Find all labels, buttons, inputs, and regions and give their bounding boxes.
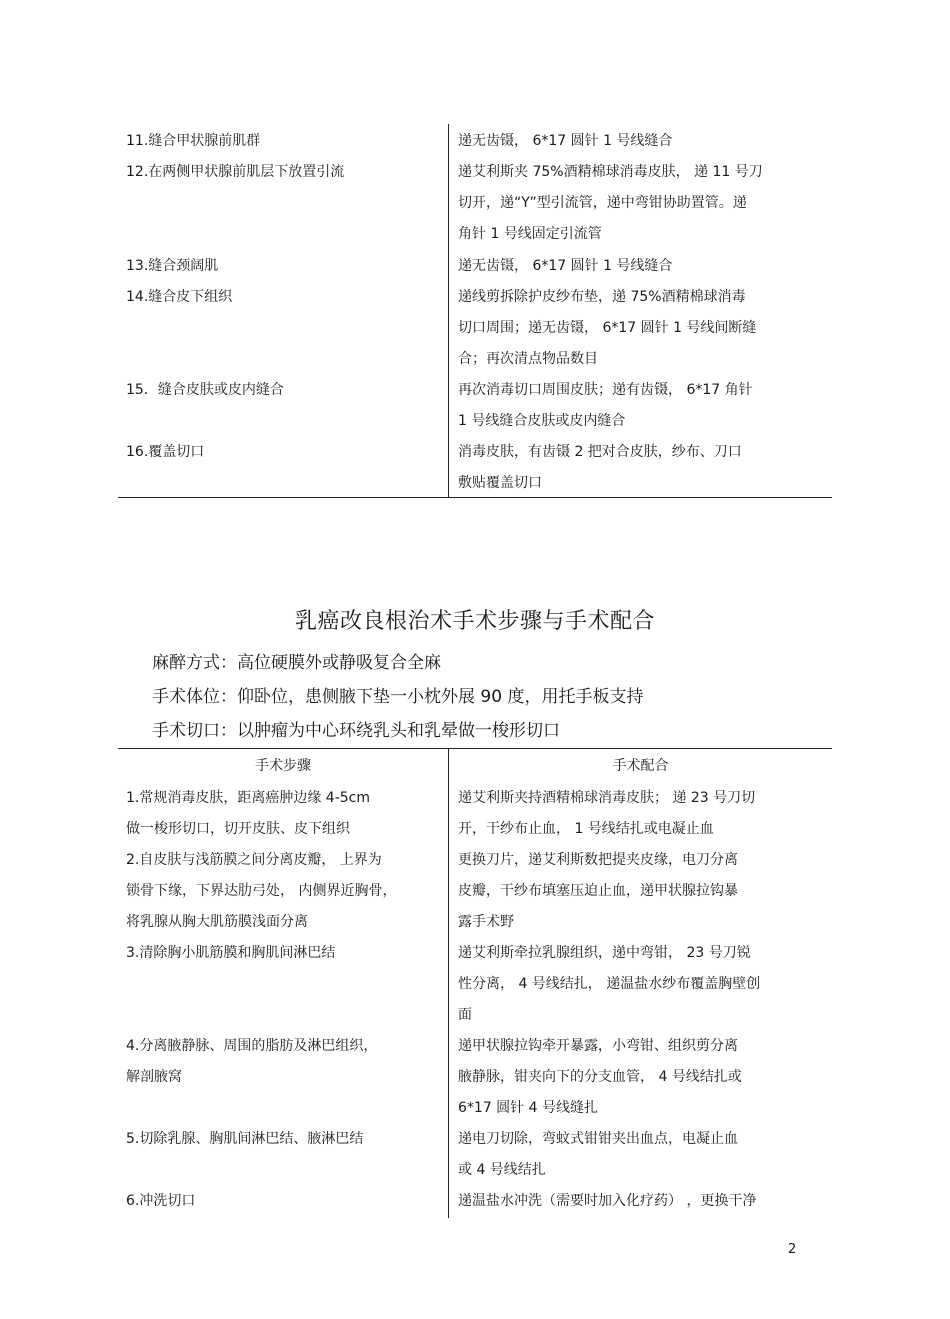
table-top-rule (118, 748, 832, 749)
action-cell: 消毒皮肤，有齿镊 2 把对合皮肤，纱布、刀口 敷贴覆盖切口 (458, 444, 742, 491)
action-cell: 递艾利斯夹持酒精棉球消毒皮肤； 递 23 号刀切 开，干纱布止血， 1 号线结扎或电凝止血 (458, 790, 756, 837)
step-cell: 1.常规消毒皮肤，距离癌肿边缘 4-5cm 做一梭形切口，切开皮肤、皮下组织 (126, 790, 371, 837)
action-cell: 递甲状腺拉钩牵开暴露，小弯钳、组织剪分离 腋静脉，钳夹向下的分支血管， 4 号线结扎或 6*17 圆针 4 号线缝扎 (458, 1038, 742, 1116)
step-cell: 2.自皮肤与浅筋膜之间分离皮瓣， 上界为 锁骨下缘，下界达肋弓处， 内侧界近胸骨， 将乳腺从胸大肌筋膜浅面分离 (126, 852, 397, 930)
page-number: 2 (788, 1242, 797, 1257)
step-cell: 6.冲洗切口 (126, 1193, 196, 1209)
incision-line: 手术切口：以肿瘤为中心环绕乳头和乳晕做一梭形切口 (152, 721, 560, 741)
step-cell: 3.清除胸小肌筋膜和胸肌间淋巴结 (126, 945, 336, 961)
action-cell: 递无齿镊， 6*17 圆针 1 号线缝合 (458, 258, 673, 274)
procedure-table-1 (118, 124, 832, 498)
column-divider (448, 748, 449, 1218)
action-cell: 递艾利斯夹 75%酒精棉球消毒皮肤， 递 11 号刀 切开，递“Y”型引流管，递中弯钳协助置管。递 角针 1 号线固定引流管 (458, 164, 763, 242)
column-divider (448, 124, 449, 498)
step-cell: 14.缝合皮下组织 (126, 289, 233, 305)
step-cell: 5.切除乳腺、胸肌间淋巴结、腋淋巴结 (126, 1131, 364, 1147)
header-cooperation: 手术配合 (612, 758, 669, 774)
step-cell: 13.缝合颈阔肌 (126, 258, 219, 274)
step-cell: 16.覆盖切口 (126, 444, 205, 460)
action-cell: 递温盐水冲洗（需要时加入化疗药） ，更换干净 (458, 1193, 757, 1209)
action-cell: 递无齿镊， 6*17 圆针 1 号线缝合 (458, 133, 673, 149)
step-cell: 4.分离腋静脉、周围的脂肪及淋巴组织， 解剖腋窝 (126, 1038, 378, 1085)
step-cell: 12.在两侧甲状腺前肌层下放置引流 (126, 164, 345, 180)
action-cell: 再次消毒切口周围皮肤；递有齿镊， 6*17 角针 1 号线缝合皮肤或皮内缝合 (458, 382, 753, 429)
step-cell: 15．缝合皮肤或皮内缝合 (126, 382, 284, 398)
action-cell: 递电刀切除，弯蚊式钳钳夹出血点，电凝止血 或 4 号线结扎 (458, 1131, 738, 1178)
procedure-table-2 (118, 748, 832, 1218)
anesthesia-line: 麻醉方式：高位硬膜外或静吸复合全麻 (152, 653, 441, 673)
position-line: 手术体位：仰卧位，患侧腋下垫一小枕外展 90 度，用托手板支持 (152, 687, 644, 707)
header-steps: 手术步骤 (255, 758, 311, 774)
action-cell: 更换刀片，递艾利斯数把提夹皮缘，电刀分离 皮瓣，干纱布填塞压迫止血，递甲状腺拉钩暴 露手术野 (458, 852, 738, 930)
step-cell: 11.缝合甲状腺前肌群 (126, 133, 261, 149)
action-cell: 递艾利斯牵拉乳腺组织，递中弯钳， 23 号刀锐 性分离， 4 号线结扎， 递温盐水纱布覆盖胸壁创 面 (458, 945, 761, 1023)
action-cell: 递线剪拆除护皮纱布垫，递 75%酒精棉球消毒 切口周围；递无齿镊， 6*17 圆针 1 号线间断缝 合；再次清点物品数目 (458, 289, 757, 367)
section-title: 乳癌改良根治术手术步骤与手术配合 (294, 609, 655, 634)
